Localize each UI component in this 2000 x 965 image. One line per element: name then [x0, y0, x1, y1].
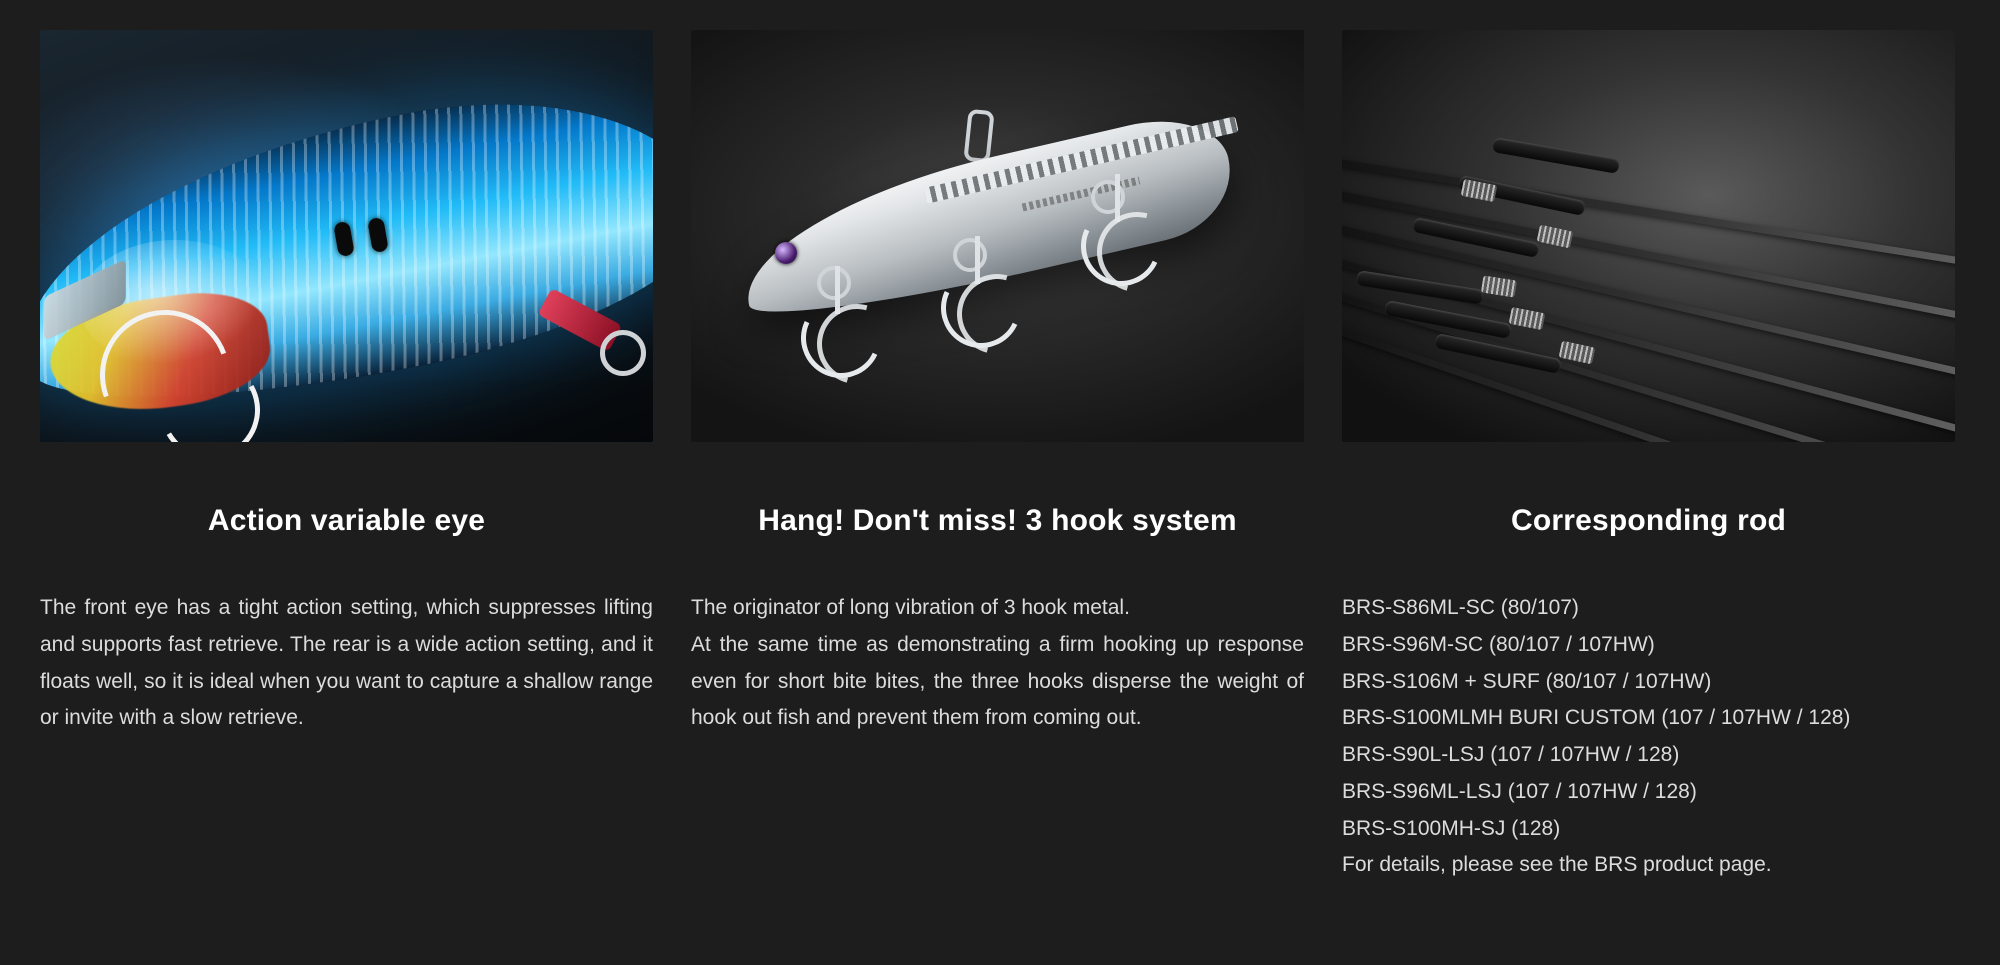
- treble-hook-shape: [1081, 206, 1167, 292]
- feature-columns: [40, 30, 1960, 884]
- fishing-rods-photo: [1342, 30, 1955, 442]
- feature-paragraph: The front eye has a tight action setting, which suppresses lifting and supports fast retrieve. The rear is a wide action setting, and it floats well, so it is ideal when you want to capture a shallow range or invite with a slow retrieve.: [40, 596, 653, 730]
- feature-column-corresponding-rod: [1342, 30, 1955, 884]
- split-ring-shape: [600, 330, 646, 376]
- list-item: BRS-S90L-LSJ (107 / 107HW / 128): [1342, 743, 1680, 766]
- feature-heading: Corresponding rod: [1510, 504, 1787, 537]
- list-item: BRS-S96ML-LSJ (107 / 107HW / 128): [1342, 779, 1697, 803]
- split-ring-shape: [817, 266, 851, 300]
- treble-hook-shape: [941, 268, 1027, 354]
- list-item: BRS-S86ML-SC (80/107): [1342, 596, 1579, 619]
- metal-vibration-lure-photo: [691, 30, 1304, 442]
- rod-grip-shape: [1492, 137, 1621, 174]
- lure-eye-dot: [775, 242, 797, 264]
- rod-collar-shape: [1537, 225, 1574, 249]
- feature-paragraph: The originator of long vibration of 3 hook metal.: [691, 596, 1130, 619]
- rod-collar-shape: [1481, 275, 1517, 297]
- rod-grip-shape: [1356, 270, 1485, 305]
- list-item: BRS-S96M-SC (80/107 / 107HW): [1342, 632, 1655, 656]
- feature-column-action-variable-eye: [40, 30, 653, 737]
- corresponding-rod-list: [1342, 590, 1955, 884]
- line-eyelet-shape: [963, 109, 994, 163]
- list-item: BRS-S100MH-SJ (128): [1342, 816, 1561, 840]
- feature-column-3-hook-system: [691, 30, 1304, 737]
- feature-heading: Action variable eye: [207, 504, 486, 537]
- list-item: BRS-S106M + SURF (80/107 / 107HW): [1342, 669, 1712, 693]
- rod-collar-shape: [1509, 307, 1546, 330]
- feature-paragraph: At the same time as demonstrating a firm hooking up response even for short bite bites, the three hooks disperse the weight of hook out fish and prevent them from coming out.: [691, 632, 1304, 730]
- rod-shape: [1342, 244, 1955, 442]
- list-item: For details, please see the BRS product page.: [1342, 853, 1772, 877]
- lure-eye-closeup-photo: [40, 30, 653, 442]
- treble-hook-shape: [801, 298, 887, 384]
- list-item: BRS-S100MLMH BURI CUSTOM (107 / 107HW / 128): [1342, 706, 1851, 730]
- rod-collar-shape: [1559, 341, 1596, 365]
- feature-heading: Hang! Don't miss! 3 hook system: [758, 504, 1237, 537]
